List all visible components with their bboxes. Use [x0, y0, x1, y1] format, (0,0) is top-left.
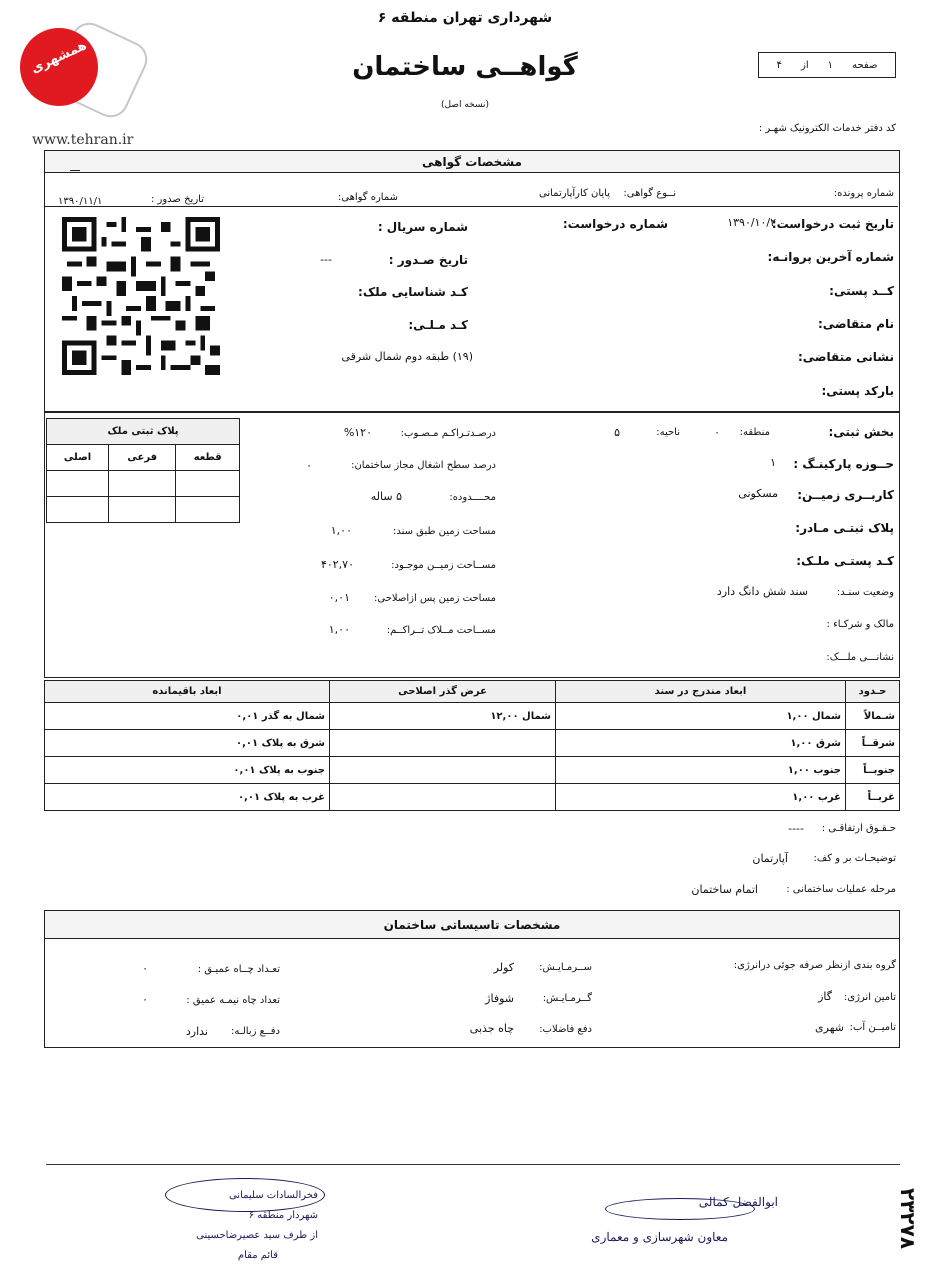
approved-density-label: درصـدتـراکـم مـصـوب: — [400, 428, 496, 439]
bound-deed: شمال ۱,۰۰ — [556, 703, 846, 730]
bound-remaining: شمال به گذر ۰,۰۱ — [45, 703, 330, 730]
left-signer-name: فخرالسادات سلیمانی — [228, 1190, 318, 1201]
page-indicator — [758, 52, 896, 78]
occupancy-value: ۰ — [306, 459, 312, 472]
notes-value: آپارتمان — [752, 852, 788, 865]
plate-cell — [109, 497, 176, 523]
energy-group-label: گروه بندی ازنظر صرفه جوئی درانرژی: — [733, 960, 896, 971]
plate-header-sub: فرعی — [109, 445, 176, 471]
construction-stage-label: مرحله عملیات ساختمانی : — [786, 884, 896, 895]
document-serial: ۲۳۲۷۸ — [896, 1188, 920, 1250]
website-url: www.tehran.ir — [32, 132, 134, 148]
issue-date-2-label: تاریخ صـدور : — [388, 253, 468, 267]
registry-plate-table — [46, 418, 240, 523]
facilities-section-title: مشخصات تاسیساتی ساختمان — [45, 911, 899, 939]
issue-date-value: ۱۳۹۰/۱۱/۱ — [58, 196, 103, 207]
right-signer-title: معاون شهرسازی و معماری — [591, 1230, 728, 1244]
district-label: منطقه: — [739, 427, 770, 438]
cooling-value: کولر — [493, 961, 514, 974]
approved-density-value: %۱۲۰ — [343, 426, 372, 439]
national-code-label: کـد مـلـی: — [408, 318, 468, 332]
registry-section-label: بخش ثبتی: — [828, 425, 894, 439]
bound-remaining: شرق به پلاک ۰,۰۱ — [45, 730, 330, 757]
bound-passage — [330, 784, 556, 811]
certificate-section-title: مشخصات گواهی — [45, 151, 899, 173]
bound-side: جنوبــاً — [846, 757, 900, 784]
land-area-deed-label: مساحت زمین طبق سند: — [392, 526, 496, 537]
page-total: ۴ — [776, 59, 782, 71]
bounds-header-deed: ابعاد مندرج در سند — [556, 681, 846, 703]
sewage-value: چاه جذبی — [469, 1022, 514, 1035]
document-title: گواهــی ساختمان — [352, 52, 578, 82]
property-postal-code-label: کـد پستـی ملـک: — [796, 554, 894, 568]
easement-value: ---- — [788, 822, 804, 835]
land-use-value: مسکونی — [738, 487, 778, 500]
bound-passage — [330, 757, 556, 784]
plate-header-piece: قطعه — [176, 445, 240, 471]
water-supply-value: شهری — [815, 1021, 844, 1034]
water-supply-label: تامیــن آب: — [849, 1022, 896, 1033]
owners-label: مالک و شرکـاء : — [826, 619, 894, 630]
bounds-header-remaining: ابعاد باقیمانده — [45, 681, 330, 703]
dash-mark — [70, 170, 80, 171]
land-area-corrected-value: ۰,۰۱ — [328, 591, 350, 604]
sewage-label: دفع فاضلاب: — [539, 1024, 592, 1035]
copy-note: (نسخه اصل) — [440, 100, 489, 110]
bounds-header-side: حـدود — [846, 681, 900, 703]
property-address-label: نشانـــی ملـــک: — [826, 652, 894, 663]
applicant-address-value: (۱۹) طبقه دوم شمال شرقی — [341, 350, 473, 363]
left-signer-behalf: از طرف سید عصیرضاحسینی — [196, 1230, 318, 1241]
serial-number-label: شماره سریال : — [377, 220, 468, 234]
heating-value: شوفاژ — [485, 992, 514, 1005]
semi-deep-wells-value: ۰ — [142, 993, 148, 1006]
applicant-name-label: نام متقاضی: — [818, 317, 894, 331]
request-registration-date-label: تاریخ ثبت درخواست: — [771, 217, 894, 231]
file-number-label: شماره پرونده: — [833, 188, 894, 199]
last-permit-number-label: شماره آخرین پروانـه: — [767, 250, 894, 264]
bound-deed: غرب ۱,۰۰ — [556, 784, 846, 811]
land-area-corrected-label: مساحت زمین پس ازاصلاحی: — [374, 593, 496, 604]
plate-header-main: اصلی — [47, 445, 109, 471]
bound-side: شـمالاً — [846, 703, 900, 730]
parent-plate-label: پلاک ثبتـی مـادر: — [795, 521, 894, 535]
bound-side: غربــاً — [846, 784, 900, 811]
table-row — [45, 784, 900, 811]
parking-zone-value: ۱ — [770, 456, 776, 469]
municipality-title: شهرداری تهران منطقه ۶ — [377, 10, 553, 26]
plate-cell — [109, 471, 176, 497]
logo-text: همشهری — [28, 38, 90, 77]
certificate-type-value: پایان کارآپارتمانی — [539, 188, 610, 199]
zone-label: محــــدوده: — [449, 492, 496, 503]
left-signer-deputy: قائم مقام — [237, 1250, 278, 1261]
postal-code-label: کــد پستی: — [829, 284, 894, 298]
issue-date-label: تاریخ صدور : — [150, 194, 204, 205]
deed-status-value: سند شش دانگ دارد — [716, 585, 808, 598]
office-code-label: کد دفتر خدمات الکترونیک شهـر : — [758, 123, 896, 134]
land-area-existing-value: ۴۰۲,۷۰ — [320, 558, 354, 571]
waste-disposal-label: دفــع زبالـه: — [231, 1026, 280, 1037]
request-number-label: شماره درخواست: — [562, 217, 668, 231]
land-use-label: کاربــری زمیــن: — [797, 488, 894, 502]
applicant-address-label: نشانی متقاضی: — [797, 350, 894, 364]
issue-date-2-value: --- — [320, 253, 332, 266]
energy-supply-label: تامین انرژی: — [843, 992, 896, 1003]
construction-stage-value: اتمام ساختمان — [691, 883, 758, 896]
request-registration-date-value: ۱۳۹۰/۱۰/۲ — [727, 216, 776, 229]
plate-cell — [47, 471, 109, 497]
energy-supply-value: گاز — [818, 990, 832, 1003]
page-current: ۱ — [827, 59, 834, 71]
plate-cell — [176, 471, 240, 497]
table-row — [45, 703, 900, 730]
plate-cell — [176, 497, 240, 523]
deep-wells-label: تعـداد چــاه عمیـق : — [197, 964, 280, 975]
notes-label: توضیحـات بر و کف: — [813, 853, 896, 864]
density-area-label: مســاحت مــلاک تــراکــم: — [386, 625, 496, 636]
bound-passage: شمال ۱۲,۰۰ — [330, 703, 556, 730]
table-row — [45, 730, 900, 757]
certificate-number-label: شماره گواهی: — [337, 192, 398, 203]
cooling-label: ســرمـایـش: — [539, 962, 592, 973]
bound-passage — [330, 730, 556, 757]
plate-cell — [47, 497, 109, 523]
semi-deep-wells-label: تعداد چاه نیمـه عمیق : — [186, 995, 280, 1006]
district-value: ۰ — [714, 426, 720, 439]
qr-code — [62, 216, 220, 376]
plate-table-title: پلاک ثبتی ملک — [47, 419, 240, 445]
page-of: از — [800, 59, 809, 71]
area-label: ناحیه: — [656, 427, 680, 438]
certificate-type-label: نــوع گواهی: — [623, 188, 676, 199]
easement-label: حـقـوق ارتفاقـی : — [821, 823, 896, 834]
page-label: صفحه — [852, 59, 878, 71]
parking-zone-label: حــوزه پارکینـگ : — [793, 457, 894, 471]
heating-label: گــرمـایـش: — [542, 993, 592, 1004]
occupancy-label: درصد سطح اشغال مجاز ساختمان: — [351, 460, 496, 471]
deed-status-label: وضعیت سنـد: — [836, 587, 894, 598]
deep-wells-value: ۰ — [142, 962, 148, 975]
property-id-label: کـد شناسایی ملک: — [358, 285, 468, 299]
signature-divider — [46, 1164, 900, 1165]
bound-side: شرقــاً — [846, 730, 900, 757]
bound-deed: جنوب ۱,۰۰ — [556, 757, 846, 784]
area-value: ۵ — [614, 426, 620, 439]
table-row — [45, 757, 900, 784]
density-area-value: ۱,۰۰ — [328, 623, 350, 636]
property-bounds-table — [44, 680, 900, 811]
zone-value: ۵ ساله — [370, 490, 402, 503]
bound-remaining: جنوب به پلاک ۰,۰۱ — [45, 757, 330, 784]
bounds-header-passage: عرض گذر اصلاحی — [330, 681, 556, 703]
land-area-existing-label: مســاحت زمیــن موجـود: — [391, 560, 496, 571]
left-signer-title: شهردار منطقه ۶ — [248, 1210, 318, 1221]
bound-remaining: غرب به پلاک ۰,۰۱ — [45, 784, 330, 811]
bound-deed: شرق ۱,۰۰ — [556, 730, 846, 757]
waste-disposal-value: ندارد — [185, 1025, 208, 1038]
land-area-deed-value: ۱,۰۰ — [330, 524, 352, 537]
right-signer-name: ابوالفضل کمالی — [698, 1195, 778, 1209]
postal-barcode-label: بارکد پستی: — [821, 384, 894, 398]
